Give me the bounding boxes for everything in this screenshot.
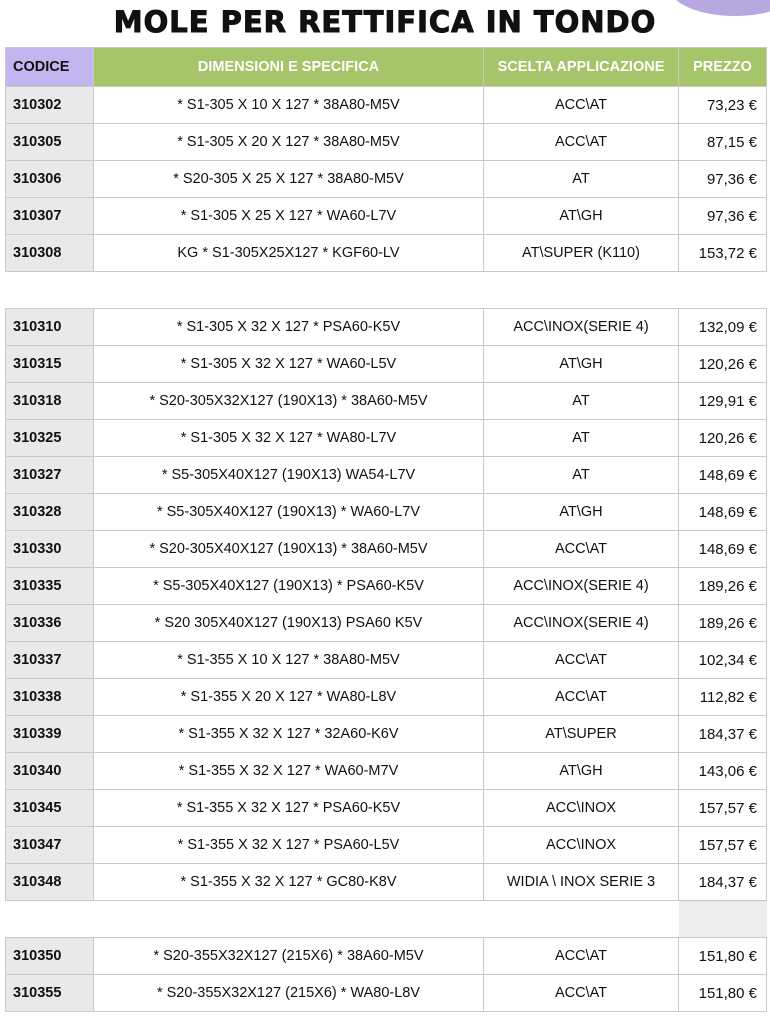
product-dimensions: * S5-305X40X127 (190X13) * PSA60-K5V [94,568,484,605]
table-row [6,605,767,642]
header-code: CODICE [6,48,94,87]
product-price: 189,26 € [679,568,767,605]
price-table [5,47,767,1012]
product-price: 129,91 € [679,383,767,420]
product-dimensions: * S1-355 X 32 X 127 * 32A60-K6V [94,716,484,753]
product-application: ACC\AT [484,87,679,124]
product-price: 157,57 € [679,827,767,864]
product-dimensions: * S1-355 X 32 X 127 * WA60-M7V [94,753,484,790]
table-row [6,642,767,679]
table-body [6,87,767,1012]
product-price: 132,09 € [679,309,767,346]
product-price: 143,06 € [679,753,767,790]
product-price: 87,15 € [679,124,767,161]
product-dimensions: * S1-355 X 32 X 127 * PSA60-K5V [94,790,484,827]
table-row [6,457,767,494]
table-row [6,383,767,420]
product-code: 310337 [6,642,94,679]
product-application: AT [484,383,679,420]
product-price: 184,37 € [679,716,767,753]
product-dimensions: * S20 305X40X127 (190X13) PSA60 K5V [94,605,484,642]
product-application: AT\SUPER (K110) [484,235,679,272]
product-dimensions: KG * S1-305X25X127 * KGF60-LV [94,235,484,272]
product-application: AT\GH [484,346,679,383]
product-dimensions: * S20-305X40X127 (190X13) * 38A60-M5V [94,531,484,568]
product-application: ACC\AT [484,679,679,716]
product-price: 184,37 € [679,864,767,901]
product-price: 97,36 € [679,161,767,198]
product-code: 310327 [6,457,94,494]
table-row [6,827,767,864]
product-dimensions: * S20-305X32X127 (190X13) * 38A60-M5V [94,383,484,420]
header-application: SCELTA APPLICAZIONE [484,48,679,87]
product-code: 310307 [6,198,94,235]
product-dimensions: * S1-305 X 25 X 127 * WA60-L7V [94,198,484,235]
product-application: ACC\AT [484,938,679,975]
table-row [6,938,767,975]
product-code: 310328 [6,494,94,531]
product-dimensions: * S1-355 X 20 X 127 * WA80-L8V [94,679,484,716]
product-application: AT [484,161,679,198]
table-row [6,716,767,753]
product-code: 310315 [6,346,94,383]
product-application: ACC\INOX [484,827,679,864]
product-dimensions: * S20-305 X 25 X 127 * 38A80-M5V [94,161,484,198]
product-code: 310348 [6,864,94,901]
product-price: 102,34 € [679,642,767,679]
product-dimensions: * S1-305 X 10 X 127 * 38A80-M5V [94,87,484,124]
product-application: ACC\AT [484,975,679,1012]
product-application: ACC\INOX(SERIE 4) [484,309,679,346]
product-price: 120,26 € [679,420,767,457]
table-row [6,568,767,605]
table-row [6,309,767,346]
product-code: 310318 [6,383,94,420]
product-price: 112,82 € [679,679,767,716]
product-code: 310338 [6,679,94,716]
product-code: 310345 [6,790,94,827]
product-application: AT [484,420,679,457]
table-spacer-row [6,901,767,938]
product-application: ACC\AT [484,124,679,161]
table-row [6,87,767,124]
product-dimensions: * S20-355X32X127 (215X6) * WA80-L8V [94,975,484,1012]
page-title: MOLE PER RETTIFICA IN TONDO [113,5,657,39]
product-code: 310339 [6,716,94,753]
product-price: 120,26 € [679,346,767,383]
table-row [6,198,767,235]
product-code: 310350 [6,938,94,975]
product-price: 148,69 € [679,531,767,568]
table-row [6,531,767,568]
product-code: 310310 [6,309,94,346]
table-row [6,679,767,716]
table-row [6,235,767,272]
product-application: AT\SUPER [484,716,679,753]
product-dimensions: * S20-355X32X127 (215X6) * 38A60-M5V [94,938,484,975]
product-price: 148,69 € [679,494,767,531]
product-code: 310340 [6,753,94,790]
table-row [6,790,767,827]
product-code: 310347 [6,827,94,864]
product-code: 310325 [6,420,94,457]
product-application: ACC\AT [484,642,679,679]
product-price: 153,72 € [679,235,767,272]
product-code: 310330 [6,531,94,568]
product-application: AT\GH [484,753,679,790]
table-row [6,161,767,198]
product-price: 97,36 € [679,198,767,235]
product-dimensions: * S1-355 X 32 X 127 * PSA60-L5V [94,827,484,864]
product-dimensions: * S5-305X40X127 (190X13) WA54-L7V [94,457,484,494]
product-dimensions: * S1-305 X 32 X 127 * WA60-L5V [94,346,484,383]
product-price: 148,69 € [679,457,767,494]
product-dimensions: * S1-305 X 20 X 127 * 38A80-M5V [94,124,484,161]
table-row [6,975,767,1012]
product-dimensions: * S1-355 X 32 X 127 * GC80-K8V [94,864,484,901]
product-application: AT [484,457,679,494]
product-application: AT\GH [484,494,679,531]
product-application: ACC\AT [484,531,679,568]
header-dimensions: DIMENSIONI E SPECIFICA [94,48,484,87]
table-row [6,124,767,161]
product-code: 310305 [6,124,94,161]
product-code: 310336 [6,605,94,642]
product-application: AT\GH [484,198,679,235]
product-code: 310335 [6,568,94,605]
table-spacer-row [6,272,767,309]
product-code: 310306 [6,161,94,198]
product-code: 310302 [6,87,94,124]
product-price: 151,80 € [679,975,767,1012]
table-header-row [6,48,767,87]
product-price: 189,26 € [679,605,767,642]
product-application: ACC\INOX(SERIE 4) [484,605,679,642]
table-row [6,420,767,457]
product-code: 310355 [6,975,94,1012]
product-price: 157,57 € [679,790,767,827]
table-row [6,753,767,790]
table-row [6,494,767,531]
product-application: WIDIA \ INOX SERIE 3 [484,864,679,901]
product-code: 310308 [6,235,94,272]
product-application: ACC\INOX(SERIE 4) [484,568,679,605]
product-dimensions: * S5-305X40X127 (190X13) * WA60-L7V [94,494,484,531]
product-dimensions: * S1-305 X 32 X 127 * WA80-L7V [94,420,484,457]
product-dimensions: * S1-355 X 10 X 127 * 38A80-M5V [94,642,484,679]
product-dimensions: * S1-305 X 32 X 127 * PSA60-K5V [94,309,484,346]
product-price: 151,80 € [679,938,767,975]
header-price: PREZZO [679,48,767,87]
table-row [6,346,767,383]
product-application: ACC\INOX [484,790,679,827]
product-price: 73,23 € [679,87,767,124]
table-row [6,864,767,901]
